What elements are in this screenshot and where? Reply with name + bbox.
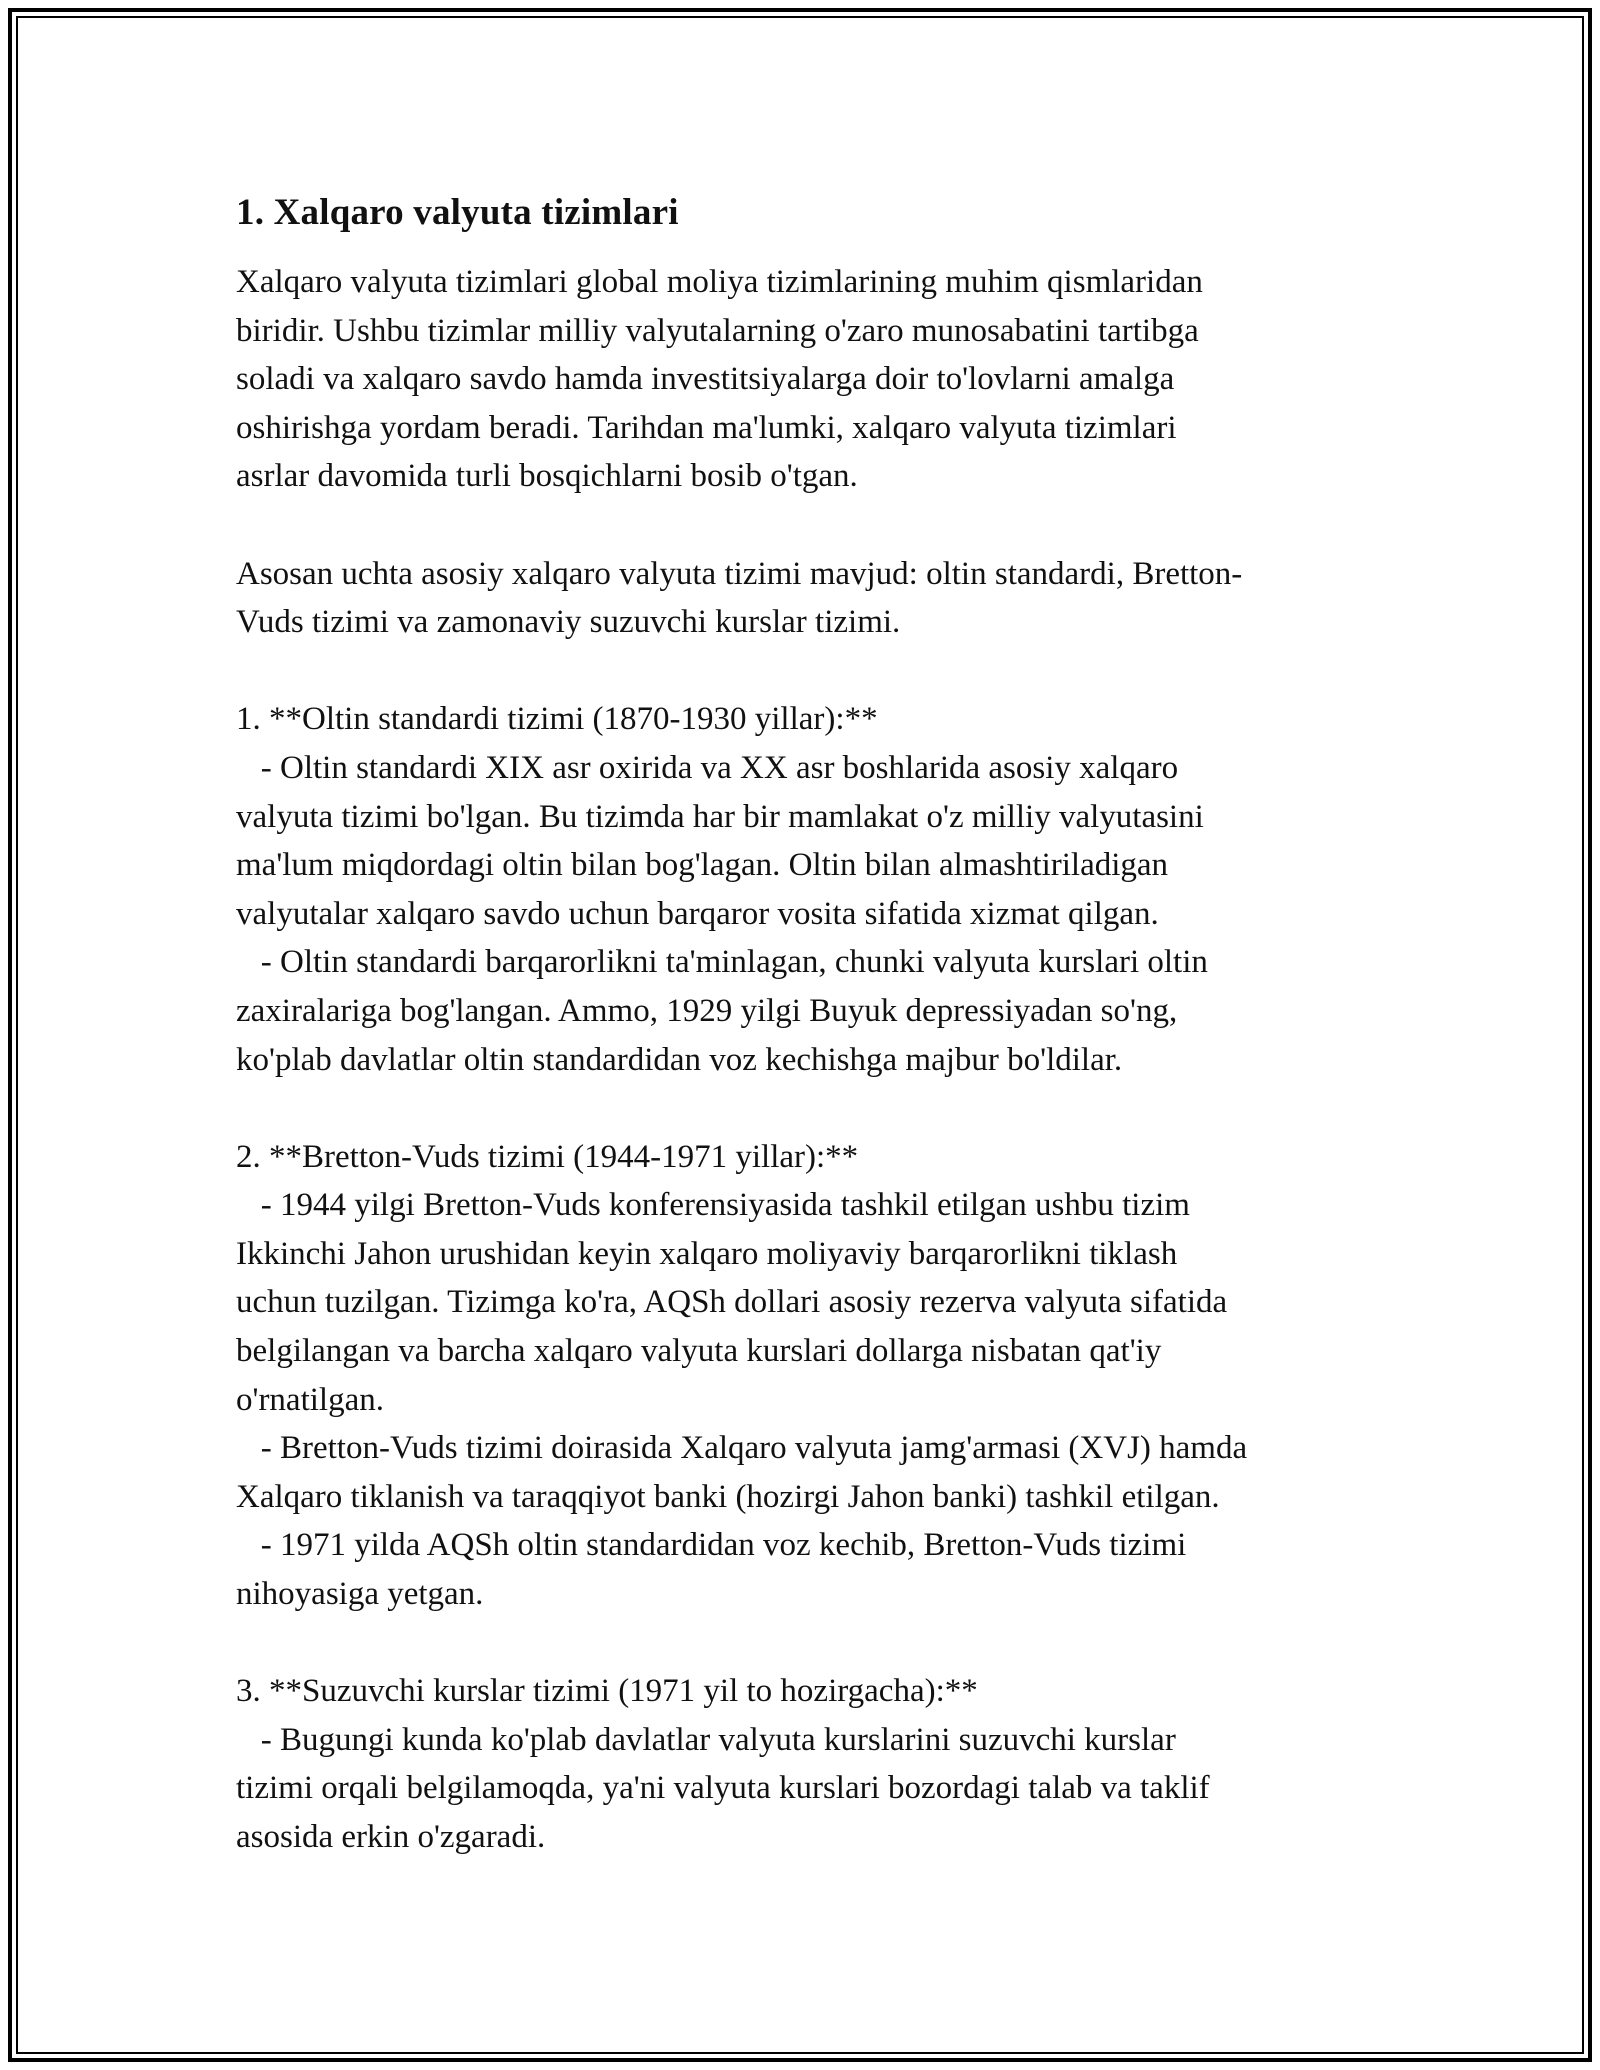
document-title: 1. Xalqaro valyuta tizimlari (236, 192, 679, 233)
text-line: valyutalar xalqaro savdo uchun barqaror vosita sifatida xizmat qilgan. (236, 895, 1159, 932)
text-line: ma'lum miqdordagi oltin bilan bog'lagan. Oltin bilan almashtiriladigan (236, 847, 1169, 884)
text-line: valyuta tizimi bo'lgan. Bu tizimda har bir mamlakat o'z milliy valyutasini (236, 798, 1204, 835)
text-line: 1. **Oltin standardi tizimi (1870-1930 yillar):** (236, 701, 878, 738)
text-line: tizimi orqali belgilamoqda, ya'ni valyuta kurslari bozordagi talab va taklif (236, 1770, 1210, 1807)
text-line: 3. **Suzuvchi kurslar tizimi (1971 yil to hozirgacha):** (236, 1673, 978, 1710)
text-line: - Bugungi kunda ko'plab davlatlar valyuta kurslarini suzuvchi kurslar (236, 1721, 1176, 1758)
blank-line (236, 1084, 1366, 1133)
text-line: Xalqaro tiklanish va taraqqiyot banki (hozirgi Jahon banki) tashkil etilgan. (236, 1478, 1220, 1515)
text-line: Ikkinchi Jahon urushidan keyin xalqaro moliyaviy barqarorlikni tiklash (236, 1235, 1178, 1272)
text-line: belgilangan va barcha xalqaro valyuta kurslari dollarga nisbatan qat'iy (236, 1333, 1162, 1370)
blank-line (236, 1619, 1366, 1668)
text-line: - Oltin standardi XIX asr oxirida va XX asr boshlarida asosiy xalqaro (236, 749, 1179, 786)
text-line: ko'plab davlatlar oltin standardidan voz kechishga majbur bo'ldilar. (236, 1041, 1123, 1078)
blank-line (236, 647, 1366, 696)
text-line: asosida erkin o'zgaradi. (236, 1819, 546, 1855)
document-content (236, 188, 1366, 1862)
text-line: Asosan uchta asosiy xalqaro valyuta tizimi mavjud: oltin standardi, Bretton- (236, 555, 1243, 592)
text-line: Vuds tizimi va zamonaviy suzuvchi kurslar tizimi. (236, 604, 901, 641)
text-line: o'rnatilgan. (236, 1381, 384, 1418)
document-body (236, 258, 1366, 1862)
text-line: - 1944 yilgi Bretton-Vuds konferensiyasida tashkil etilgan ushbu tizim (236, 1187, 1190, 1224)
text-line: zaxiralariga bog'langan. Ammo, 1929 yilgi Buyuk depressiyadan so'ng, (236, 992, 1178, 1029)
text-line: 2. **Bretton-Vuds tizimi (1944-1971 yillar):** (236, 1138, 859, 1175)
text-line: oshirishga yordam beradi. Tarihdan ma'lumki, xalqaro valyuta tizimlari (236, 409, 1177, 446)
text-line: Xalqaro valyuta tizimlari global moliya tizimlarining muhim qismlaridan (236, 264, 1203, 300)
text-line: uchun tuzilgan. Tizimga ko'ra, AQSh dollari asosiy rezerva valyuta sifatida (236, 1284, 1228, 1321)
text-line: nihoyasiga yetgan. (236, 1576, 484, 1613)
blank-line (236, 501, 1366, 550)
text-line: biridir. Ushbu tizimlar milliy valyutalarning o'zaro munosabatini tartibga (236, 312, 1199, 349)
text-line: - 1971 yilda AQSh oltin standardidan voz kechib, Bretton-Vuds tizimi (236, 1527, 1187, 1564)
text-line: asrlar davomida turli bosqichlarni bosib o'tgan. (236, 458, 858, 495)
text-line: soladi va xalqaro savdo hamda investitsiyalarga doir to'lovlarni amalga (236, 361, 1175, 398)
text-line: - Bretton-Vuds tizimi doirasida Xalqaro valyuta jamg'armasi (XVJ) hamda (236, 1430, 1248, 1467)
text-line: - Oltin standardi barqarorlikni ta'minlagan, chunki valyuta kurslari oltin (236, 944, 1208, 981)
